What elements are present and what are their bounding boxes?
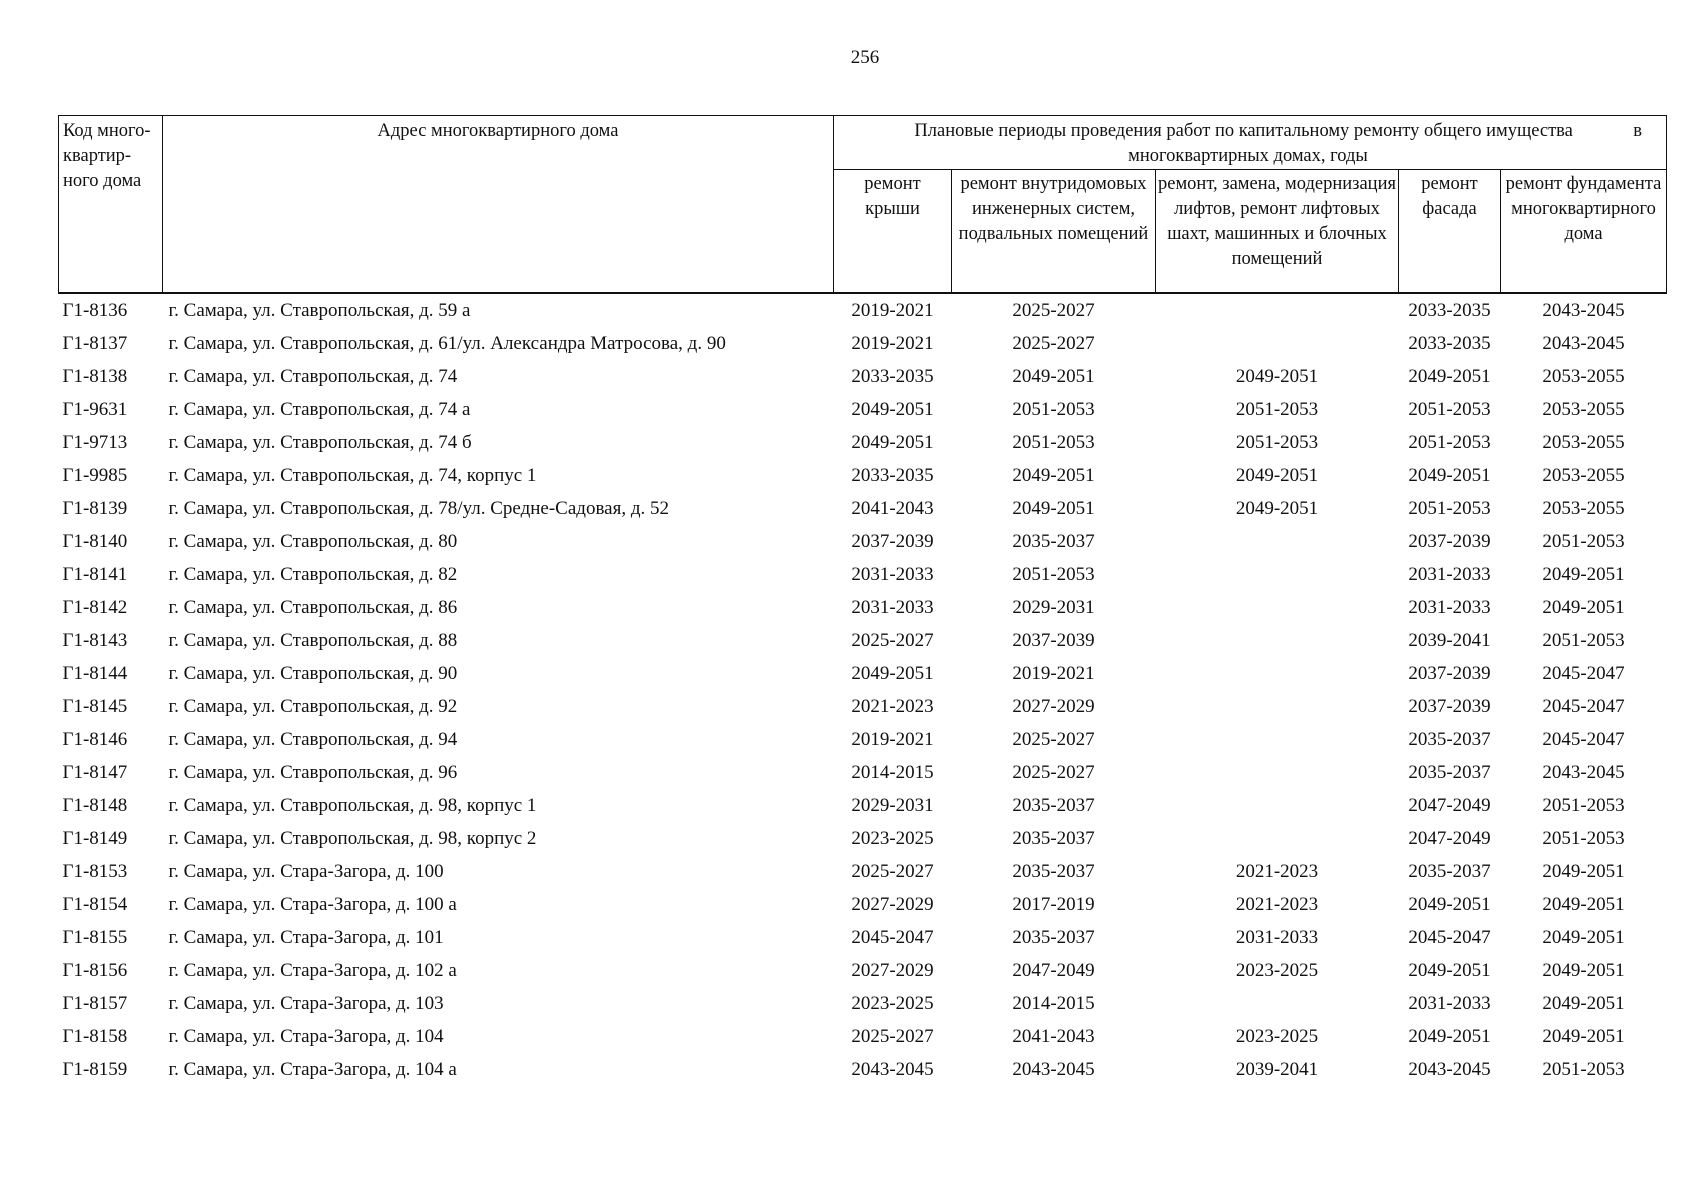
cell-code: Г1-8158 xyxy=(62,1026,128,1047)
cell-facade: 2031-2033 xyxy=(1408,564,1491,585)
cell-elevators xyxy=(1156,525,1399,558)
cell-engineering: 2019-2021 xyxy=(1012,663,1095,684)
cell-roof: 2023-2025 xyxy=(851,828,934,849)
cell-engineering: 2049-2051 xyxy=(1012,366,1095,387)
header-elevators: ремонт, замена, модернизация лифтов, ремонт лифтовых шахт, машинных и блочных помещений xyxy=(1156,170,1399,294)
cell-foundation: 2045-2047 xyxy=(1542,696,1625,717)
cell-engineering: 2035-2037 xyxy=(1012,927,1095,948)
cell-engineering: 2017-2019 xyxy=(1012,894,1095,915)
cell-facade: 2037-2039 xyxy=(1408,531,1491,552)
cell-engineering: 2047-2049 xyxy=(1012,960,1095,981)
cell-address: г. Самара, ул. Стара-Загора, д. 100 xyxy=(168,861,444,882)
cell-address: г. Самара, ул. Ставропольская, д. 74 б xyxy=(168,432,472,453)
cell-foundation: 2049-2051 xyxy=(1542,993,1625,1014)
cell-elevators: 2021-2023 xyxy=(1235,861,1319,882)
table-body xyxy=(59,293,1667,1086)
cell-code: Г1-9713 xyxy=(62,432,128,453)
cell-engineering: 2051-2053 xyxy=(1012,432,1095,453)
cell-code: Г1-8145 xyxy=(62,696,128,717)
cell-facade: 2045-2047 xyxy=(1408,927,1491,948)
cell-code: Г1-8157 xyxy=(62,993,128,1014)
cell-code: Г1-8153 xyxy=(62,861,128,882)
cell-foundation: 2051-2053 xyxy=(1542,828,1625,849)
cell-address: г. Самара, ул. Ставропольская, д. 74, корпус 1 xyxy=(168,465,537,486)
cell-code: Г1-8142 xyxy=(62,597,128,618)
cell-engineering: 2035-2037 xyxy=(1012,861,1095,882)
cell-elevators xyxy=(1156,558,1399,591)
cell-address: г. Самара, ул. Ставропольская, д. 94 xyxy=(168,729,458,750)
header-address: Адрес многоквартирного дома xyxy=(163,116,834,294)
cell-facade: 2049-2051 xyxy=(1408,1026,1491,1047)
cell-roof: 2027-2029 xyxy=(851,960,934,981)
cell-address: г. Самара, ул. Ставропольская, д. 90 xyxy=(168,663,458,684)
table-row xyxy=(59,426,1667,459)
cell-elevators xyxy=(1156,624,1399,657)
table-row xyxy=(59,987,1667,1020)
cell-elevators: 2023-2025 xyxy=(1235,1026,1319,1047)
cell-foundation: 2049-2051 xyxy=(1542,597,1625,618)
cell-elevators xyxy=(1156,987,1399,1020)
page-number: 256 xyxy=(850,47,880,68)
cell-elevators: 2049-2051 xyxy=(1235,366,1319,387)
cell-foundation: 2053-2055 xyxy=(1542,498,1625,519)
header-planned-periods-tail: в xyxy=(1633,121,1643,141)
cell-engineering: 2027-2029 xyxy=(1012,696,1095,717)
cell-foundation: 2049-2051 xyxy=(1542,894,1625,915)
cell-elevators: 2049-2051 xyxy=(1235,498,1319,519)
cell-engineering: 2037-2039 xyxy=(1012,630,1095,651)
cell-roof: 2033-2035 xyxy=(851,366,934,387)
cell-address: г. Самара, ул. Стара-Загора, д. 104 xyxy=(168,1026,444,1047)
capital-repair-plan-table xyxy=(58,115,1667,1086)
cell-code: Г1-8141 xyxy=(62,564,128,585)
cell-facade: 2051-2053 xyxy=(1408,432,1491,453)
header-planned-periods-line1: Плановые периоды проведения работ по капитальному ремонту общего имущества xyxy=(914,121,1573,141)
cell-foundation: 2049-2051 xyxy=(1542,564,1625,585)
cell-elevators xyxy=(1156,756,1399,789)
header-planned-periods xyxy=(834,116,1667,170)
cell-address: г. Самара, ул. Ставропольская, д. 98, корпус 1 xyxy=(168,795,537,816)
cell-elevators xyxy=(1156,657,1399,690)
cell-code: Г1-9985 xyxy=(62,465,128,486)
table-row xyxy=(59,327,1667,360)
table-row xyxy=(59,690,1667,723)
table-header xyxy=(59,116,1667,294)
cell-foundation: 2049-2051 xyxy=(1542,927,1625,948)
cell-address: г. Самара, ул. Ставропольская, д. 82 xyxy=(168,564,458,585)
cell-engineering: 2049-2051 xyxy=(1012,465,1095,486)
cell-facade: 2049-2051 xyxy=(1408,465,1491,486)
table-row xyxy=(59,293,1667,327)
cell-facade: 2047-2049 xyxy=(1408,828,1491,849)
header-facade: ремонт фасада xyxy=(1399,170,1501,294)
cell-engineering: 2014-2015 xyxy=(1012,993,1095,1014)
cell-roof: 2043-2045 xyxy=(851,1059,934,1080)
cell-address: г. Самара, ул. Ставропольская, д. 61/ул. Александра Матросова, д. 90 xyxy=(168,333,726,354)
cell-facade: 2033-2035 xyxy=(1408,333,1491,354)
table-row xyxy=(59,1053,1667,1086)
cell-engineering: 2025-2027 xyxy=(1012,762,1095,783)
cell-facade: 2035-2037 xyxy=(1408,861,1491,882)
cell-elevators: 2039-2041 xyxy=(1235,1059,1319,1080)
table-row xyxy=(59,1020,1667,1053)
table-row xyxy=(59,393,1667,426)
table-row xyxy=(59,789,1667,822)
cell-roof: 2029-2031 xyxy=(851,795,934,816)
cell-engineering: 2049-2051 xyxy=(1012,498,1095,519)
cell-foundation: 2053-2055 xyxy=(1542,399,1625,420)
cell-engineering: 2025-2027 xyxy=(1012,300,1095,321)
cell-code: Г1-8138 xyxy=(62,366,128,387)
cell-address: г. Самара, ул. Ставропольская, д. 86 xyxy=(168,597,458,618)
cell-roof: 2014-2015 xyxy=(851,762,934,783)
cell-facade: 2031-2033 xyxy=(1408,597,1491,618)
cell-roof: 2037-2039 xyxy=(851,531,934,552)
cell-facade: 2043-2045 xyxy=(1408,1059,1491,1080)
cell-engineering: 2035-2037 xyxy=(1012,531,1095,552)
cell-roof: 2049-2051 xyxy=(851,399,934,420)
table-row xyxy=(59,558,1667,591)
cell-code: Г1-8143 xyxy=(62,630,128,651)
cell-code: Г1-8149 xyxy=(62,828,128,849)
table-row xyxy=(59,591,1667,624)
cell-address: г. Самара, ул. Стара-Загора, д. 101 xyxy=(168,927,444,948)
cell-code: Г1-8140 xyxy=(62,531,128,552)
cell-address: г. Самара, ул. Ставропольская, д. 92 xyxy=(168,696,458,717)
cell-code: Г1-8146 xyxy=(62,729,128,750)
cell-code: Г1-8137 xyxy=(62,333,128,354)
cell-elevators xyxy=(1156,293,1399,327)
cell-elevators: 2023-2025 xyxy=(1235,960,1319,981)
cell-code: Г1-8154 xyxy=(62,894,128,915)
cell-address: г. Самара, ул. Ставропольская, д. 96 xyxy=(168,762,458,783)
cell-elevators xyxy=(1156,822,1399,855)
cell-code: Г1-8139 xyxy=(62,498,128,519)
cell-foundation: 2053-2055 xyxy=(1542,465,1625,486)
cell-address: г. Самара, ул. Ставропольская, д. 59 а xyxy=(168,300,471,321)
table-row xyxy=(59,723,1667,756)
table-row xyxy=(59,525,1667,558)
cell-foundation: 2051-2053 xyxy=(1542,1059,1625,1080)
cell-roof: 2049-2051 xyxy=(851,663,934,684)
cell-code: Г1-8148 xyxy=(62,795,128,816)
cell-foundation: 2045-2047 xyxy=(1542,729,1625,750)
cell-roof: 2025-2027 xyxy=(851,1026,934,1047)
cell-engineering: 2051-2053 xyxy=(1012,564,1095,585)
cell-code: Г1-8147 xyxy=(62,762,128,783)
cell-roof: 2027-2029 xyxy=(851,894,934,915)
cell-engineering: 2025-2027 xyxy=(1012,333,1095,354)
cell-address: г. Самара, ул. Ставропольская, д. 80 xyxy=(168,531,458,552)
cell-address: г. Самара, ул. Стара-Загора, д. 103 xyxy=(168,993,444,1014)
table-row xyxy=(59,459,1667,492)
cell-address: г. Самара, ул. Стара-Загора, д. 102 а xyxy=(168,960,457,981)
cell-code: Г1-8144 xyxy=(62,663,128,684)
header-foundation: ремонт фундамента многоквартирного дома xyxy=(1501,170,1667,294)
cell-facade: 2035-2037 xyxy=(1408,729,1491,750)
cell-engineering: 2051-2053 xyxy=(1012,399,1095,420)
cell-facade: 2035-2037 xyxy=(1408,762,1491,783)
cell-foundation: 2053-2055 xyxy=(1542,432,1625,453)
cell-roof: 2041-2043 xyxy=(851,498,934,519)
header-planned-periods-line2: многоквартирных домах, годы xyxy=(1128,146,1368,166)
cell-roof: 2021-2023 xyxy=(851,696,934,717)
header-roof: ремонт крыши xyxy=(834,170,952,294)
cell-facade: 2049-2051 xyxy=(1408,366,1491,387)
cell-facade: 2031-2033 xyxy=(1408,993,1491,1014)
cell-foundation: 2049-2051 xyxy=(1542,960,1625,981)
cell-roof: 2025-2027 xyxy=(851,630,934,651)
cell-foundation: 2043-2045 xyxy=(1542,762,1625,783)
cell-elevators: 2051-2053 xyxy=(1235,432,1319,453)
cell-facade: 2051-2053 xyxy=(1408,498,1491,519)
cell-facade: 2037-2039 xyxy=(1408,696,1491,717)
cell-code: Г1-9631 xyxy=(62,399,128,420)
cell-roof: 2019-2021 xyxy=(851,300,934,321)
cell-foundation: 2045-2047 xyxy=(1542,663,1625,684)
cell-roof: 2033-2035 xyxy=(851,465,934,486)
cell-roof: 2049-2051 xyxy=(851,432,934,453)
cell-facade: 2037-2039 xyxy=(1408,663,1491,684)
cell-address: г. Самара, ул. Стара-Загора, д. 100 а xyxy=(168,894,457,915)
table-row xyxy=(59,756,1667,789)
cell-roof: 2025-2027 xyxy=(851,861,934,882)
cell-facade: 2051-2053 xyxy=(1408,399,1491,420)
cell-code: Г1-8156 xyxy=(62,960,128,981)
cell-foundation: 2051-2053 xyxy=(1542,630,1625,651)
cell-roof: 2019-2021 xyxy=(851,729,934,750)
cell-address: г. Самара, ул. Ставропольская, д. 88 xyxy=(168,630,458,651)
cell-facade: 2047-2049 xyxy=(1408,795,1491,816)
table-row xyxy=(59,624,1667,657)
cell-roof: 2019-2021 xyxy=(851,333,934,354)
table-row xyxy=(59,888,1667,921)
table-row xyxy=(59,855,1667,888)
cell-foundation: 2053-2055 xyxy=(1542,366,1625,387)
cell-address: г. Самара, ул. Ставропольская, д. 74 xyxy=(168,366,458,387)
table-row xyxy=(59,657,1667,690)
cell-foundation: 2049-2051 xyxy=(1542,1026,1625,1047)
cell-foundation: 2051-2053 xyxy=(1542,795,1625,816)
cell-foundation: 2051-2053 xyxy=(1542,531,1625,552)
cell-elevators xyxy=(1156,723,1399,756)
cell-engineering: 2035-2037 xyxy=(1012,795,1095,816)
cell-elevators: 2021-2023 xyxy=(1235,894,1319,915)
header-engineering: ремонт внутридомовых инженерных систем, подвальных помещений xyxy=(952,170,1156,294)
cell-facade: 2049-2051 xyxy=(1408,894,1491,915)
cell-elevators: 2051-2053 xyxy=(1235,399,1319,420)
cell-address: г. Самара, ул. Ставропольская, д. 78/ул. Средне-Садовая, д. 52 xyxy=(168,498,670,519)
cell-roof: 2031-2033 xyxy=(851,597,934,618)
table-row xyxy=(59,822,1667,855)
cell-foundation: 2043-2045 xyxy=(1542,333,1625,354)
cell-code: Г1-8159 xyxy=(62,1059,128,1080)
cell-facade: 2049-2051 xyxy=(1408,960,1491,981)
cell-address: г. Самара, ул. Ставропольская, д. 74 а xyxy=(168,399,471,420)
table-row xyxy=(59,492,1667,525)
cell-foundation: 2049-2051 xyxy=(1542,861,1625,882)
cell-engineering: 2041-2043 xyxy=(1012,1026,1095,1047)
cell-elevators: 2031-2033 xyxy=(1235,927,1319,948)
cell-elevators xyxy=(1156,789,1399,822)
cell-engineering: 2029-2031 xyxy=(1012,597,1095,618)
cell-address: г. Самара, ул. Ставропольская, д. 98, корпус 2 xyxy=(168,828,537,849)
cell-facade: 2039-2041 xyxy=(1408,630,1491,651)
table-row xyxy=(59,360,1667,393)
cell-elevators xyxy=(1156,690,1399,723)
cell-foundation: 2043-2045 xyxy=(1542,300,1625,321)
cell-elevators xyxy=(1156,591,1399,624)
cell-address: г. Самара, ул. Стара-Загора, д. 104 а xyxy=(168,1059,457,1080)
cell-roof: 2045-2047 xyxy=(851,927,934,948)
cell-roof: 2023-2025 xyxy=(851,993,934,1014)
table-row xyxy=(59,921,1667,954)
header-code: Код много-квартир-ного дома xyxy=(59,116,163,294)
table-row xyxy=(59,954,1667,987)
cell-engineering: 2043-2045 xyxy=(1012,1059,1095,1080)
cell-engineering: 2025-2027 xyxy=(1012,729,1095,750)
cell-elevators: 2049-2051 xyxy=(1235,465,1319,486)
cell-engineering: 2035-2037 xyxy=(1012,828,1095,849)
cell-elevators xyxy=(1156,327,1399,360)
cell-roof: 2031-2033 xyxy=(851,564,934,585)
cell-code: Г1-8136 xyxy=(62,300,128,321)
cell-facade: 2033-2035 xyxy=(1408,300,1491,321)
cell-code: Г1-8155 xyxy=(62,927,128,948)
